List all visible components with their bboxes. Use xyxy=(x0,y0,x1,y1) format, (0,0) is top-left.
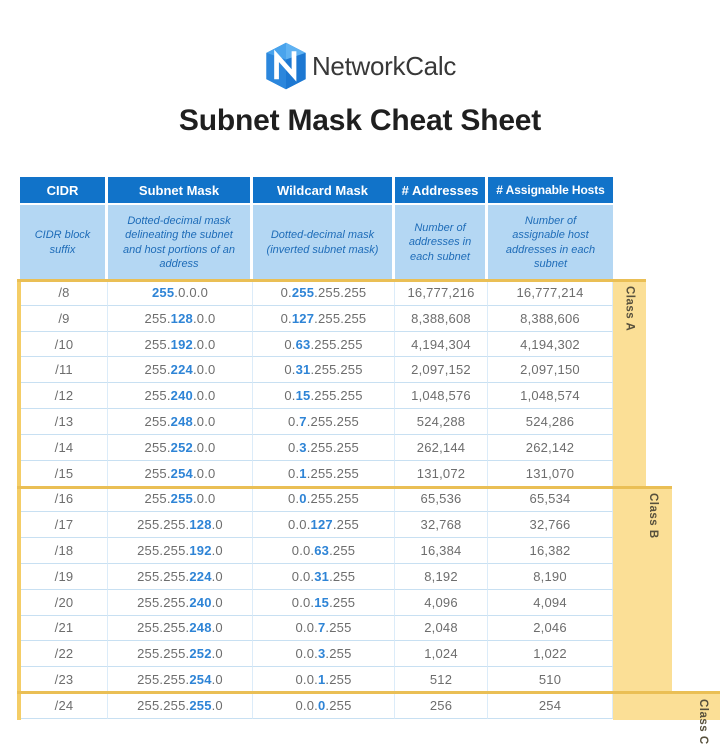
class-b-divider-line xyxy=(17,486,672,489)
wildcard-highlight-octet: 63 xyxy=(295,336,311,352)
assignable-hosts-cell: 4,094 xyxy=(488,590,613,616)
wildcard-octets: .255.255 xyxy=(306,465,359,481)
class-c-label: Class C xyxy=(697,699,709,745)
mask-highlight-octet: 255 xyxy=(170,491,193,507)
wildcard-octets: 0. xyxy=(288,413,300,429)
column-description-cidr: CIDR block suffix xyxy=(20,205,108,280)
mask-highlight-octet: 224 xyxy=(170,362,193,378)
mask-highlight-octet: 224 xyxy=(189,568,212,584)
assignable-hosts-cell: 262,142 xyxy=(488,435,613,461)
subnet-mask-cell xyxy=(108,616,253,642)
assignable-hosts-cell: 16,382 xyxy=(488,538,613,564)
cidr-cell: /20 xyxy=(20,590,108,616)
column-header-cidr: CIDR xyxy=(20,177,108,205)
addresses-cell: 2,048 xyxy=(395,616,488,642)
mask-octets: .0 xyxy=(211,620,223,636)
column-header-subnet-mask: Subnet Mask xyxy=(108,177,253,205)
wildcard-octets: .255 xyxy=(325,646,352,662)
mask-octets: .0 xyxy=(211,568,223,584)
subnet-mask-cell xyxy=(108,306,253,332)
addresses-cell: 512 xyxy=(395,667,488,693)
class-c-divider-line xyxy=(17,691,720,694)
mask-octets: 255.255. xyxy=(137,620,190,636)
mask-highlight-octet: 128 xyxy=(189,517,212,533)
wildcard-highlight-octet: 7 xyxy=(299,413,307,429)
class-a-label: Class A xyxy=(623,286,636,332)
wildcard-octets: .255 xyxy=(325,672,352,688)
cidr-cell: /18 xyxy=(20,538,108,564)
mask-highlight-octet: 128 xyxy=(170,310,193,326)
cidr-cell: /22 xyxy=(20,641,108,667)
wildcard-mask-cell xyxy=(253,332,395,358)
cidr-cell: /24 xyxy=(20,693,108,719)
mask-highlight-octet: 254 xyxy=(170,465,193,481)
wildcard-mask-cell xyxy=(253,383,395,409)
assignable-hosts-cell: 1,022 xyxy=(488,641,613,667)
wildcard-highlight-octet: 1 xyxy=(317,672,326,688)
column-header-wildcard-mask: Wildcard Mask xyxy=(253,177,395,205)
subnet-mask-cell xyxy=(108,512,253,538)
wildcard-highlight-octet: 3 xyxy=(299,439,307,455)
wildcard-mask-cell xyxy=(253,306,395,332)
wildcard-octets: 0. xyxy=(284,388,296,404)
addresses-cell: 1,024 xyxy=(395,641,488,667)
wildcard-octets: .255.255 xyxy=(310,362,363,378)
column-header-assignable-hosts: # Assignable Hosts xyxy=(488,177,613,205)
wildcard-mask-cell xyxy=(253,693,395,719)
wildcard-octets: .255.255 xyxy=(310,388,363,404)
class-bracket-left-rail xyxy=(17,279,21,720)
wildcard-highlight-octet: 7 xyxy=(317,620,326,636)
wildcard-octets: 0.0. xyxy=(295,620,318,636)
mask-octets: 255.255. xyxy=(137,697,190,713)
mask-highlight-octet: 255 xyxy=(151,284,175,300)
mask-octets: .0.0 xyxy=(192,336,216,352)
addresses-cell: 262,144 xyxy=(395,435,488,461)
mask-octets: .0.0 xyxy=(192,413,216,429)
mask-octets: .0 xyxy=(211,646,223,662)
class-c-band xyxy=(613,693,720,745)
wildcard-mask-cell xyxy=(253,616,395,642)
cidr-cell: /13 xyxy=(20,409,108,435)
class-b-label: Class B xyxy=(647,493,659,539)
wildcard-octets: 0.0. xyxy=(291,594,315,610)
column-description-assignable-hosts: Number of assignable host addresses in each subnet xyxy=(488,205,613,280)
mask-highlight-octet: 254 xyxy=(189,672,212,688)
cidr-cell: /12 xyxy=(20,383,108,409)
assignable-hosts-cell: 2,046 xyxy=(488,616,613,642)
mask-octets: .0.0.0 xyxy=(174,284,209,300)
wildcard-octets: 0. xyxy=(280,284,292,300)
mask-octets: .0 xyxy=(211,543,223,559)
mask-octets: 255. xyxy=(144,439,171,455)
class-a-divider-line xyxy=(17,279,646,282)
addresses-cell: 16,777,216 xyxy=(395,280,488,306)
wildcard-octets: 0. xyxy=(280,310,292,326)
cidr-cell: /17 xyxy=(20,512,108,538)
wildcard-octets: .255.255 xyxy=(314,310,367,326)
mask-octets: .0 xyxy=(211,594,223,610)
addresses-cell: 65,536 xyxy=(395,487,488,513)
assignable-hosts-cell: 16,777,214 xyxy=(488,280,613,306)
mask-octets: 255. xyxy=(144,465,171,481)
wildcard-highlight-octet: 15 xyxy=(314,594,330,610)
assignable-hosts-cell: 32,766 xyxy=(488,512,613,538)
mask-octets: .0.0 xyxy=(192,310,216,326)
subnet-mask-cell xyxy=(108,590,253,616)
assignable-hosts-cell: 510 xyxy=(488,667,613,693)
mask-highlight-octet: 248 xyxy=(189,620,212,636)
column-description-addresses: Number of addresses in each subnet xyxy=(395,205,488,280)
mask-octets: 255.255. xyxy=(137,568,190,584)
addresses-cell: 8,192 xyxy=(395,564,488,590)
addresses-cell: 8,388,608 xyxy=(395,306,488,332)
subnet-mask-cell xyxy=(108,641,253,667)
mask-highlight-octet: 255 xyxy=(189,697,212,713)
subnet-mask-cell xyxy=(108,461,253,487)
subnet-mask-cell xyxy=(108,383,253,409)
wildcard-octets: .255.255 xyxy=(314,284,367,300)
wildcard-highlight-octet: 3 xyxy=(317,646,326,662)
addresses-cell: 1,048,576 xyxy=(395,383,488,409)
mask-highlight-octet: 192 xyxy=(170,336,193,352)
wildcard-octets: .255 xyxy=(329,594,356,610)
wildcard-octets: .255 xyxy=(325,620,352,636)
subnet-mask-cell xyxy=(108,332,253,358)
wildcard-octets: 0.0. xyxy=(291,543,315,559)
cidr-cell: /19 xyxy=(20,564,108,590)
mask-octets: 255. xyxy=(144,362,171,378)
wildcard-octets: 0.0. xyxy=(295,646,318,662)
wildcard-mask-cell xyxy=(253,641,395,667)
mask-highlight-octet: 248 xyxy=(170,413,193,429)
wildcard-mask-cell xyxy=(253,461,395,487)
mask-octets: 255. xyxy=(144,336,171,352)
subnet-mask-cell xyxy=(108,357,253,383)
assignable-hosts-cell: 254 xyxy=(488,693,613,719)
subnet-mask-table xyxy=(20,177,613,719)
subnet-mask-cell xyxy=(108,280,253,306)
networkcalc-logo-icon xyxy=(264,42,308,90)
class-b-band xyxy=(613,487,672,693)
brand-name: NetworkCalc xyxy=(311,50,457,81)
column-description-wildcard-mask: Dotted-decimal mask (inverted subnet mask) xyxy=(253,205,395,280)
wildcard-mask-cell xyxy=(253,538,395,564)
mask-octets: 255.255. xyxy=(137,646,190,662)
mask-octets: .0.0 xyxy=(192,362,216,378)
wildcard-octets: 0.0. xyxy=(295,697,318,713)
wildcard-highlight-octet: 63 xyxy=(314,543,330,559)
mask-octets: 255.255. xyxy=(137,543,190,559)
wildcard-highlight-octet: 127 xyxy=(291,310,315,326)
mask-octets: .0 xyxy=(211,672,223,688)
wildcard-mask-cell xyxy=(253,512,395,538)
subnet-mask-cell xyxy=(108,667,253,693)
mask-octets: 255.255. xyxy=(137,517,190,533)
wildcard-highlight-octet: 31 xyxy=(314,568,330,584)
mask-highlight-octet: 252 xyxy=(189,646,212,662)
wildcard-octets: .255 xyxy=(329,543,356,559)
cidr-cell: /23 xyxy=(20,667,108,693)
addresses-cell: 2,097,152 xyxy=(395,357,488,383)
mask-octets: .0.0 xyxy=(192,439,216,455)
wildcard-octets: .255.255 xyxy=(310,336,363,352)
mask-highlight-octet: 240 xyxy=(189,594,212,610)
cidr-cell: /8 xyxy=(20,280,108,306)
cidr-cell: /15 xyxy=(20,461,108,487)
mask-octets: .0.0 xyxy=(192,491,216,507)
wildcard-octets: 0. xyxy=(284,362,296,378)
wildcard-octets: 0. xyxy=(288,439,300,455)
wildcard-highlight-octet: 0 xyxy=(317,697,326,713)
wildcard-octets: 0.0. xyxy=(291,568,315,584)
wildcard-octets: .255 xyxy=(325,697,352,713)
wildcard-mask-cell xyxy=(253,487,395,513)
subnet-mask-cell xyxy=(108,538,253,564)
assignable-hosts-cell: 1,048,574 xyxy=(488,383,613,409)
subnet-mask-cell xyxy=(108,487,253,513)
wildcard-octets: 0. xyxy=(288,465,300,481)
class-a-band xyxy=(613,280,646,487)
addresses-cell: 4,194,304 xyxy=(395,332,488,358)
assignable-hosts-cell: 2,097,150 xyxy=(488,357,613,383)
mask-octets: .0.0 xyxy=(192,465,216,481)
wildcard-mask-cell xyxy=(253,409,395,435)
addresses-cell: 32,768 xyxy=(395,512,488,538)
mask-octets: 255.255. xyxy=(137,594,190,610)
wildcard-highlight-octet: 15 xyxy=(295,388,311,404)
wildcard-octets: 0.0. xyxy=(295,672,318,688)
wildcard-octets: .255 xyxy=(332,517,359,533)
subnet-mask-cell xyxy=(108,564,253,590)
assignable-hosts-cell: 8,388,606 xyxy=(488,306,613,332)
wildcard-mask-cell xyxy=(253,357,395,383)
wildcard-mask-cell xyxy=(253,435,395,461)
addresses-cell: 16,384 xyxy=(395,538,488,564)
cidr-cell: /11 xyxy=(20,357,108,383)
cidr-cell: /10 xyxy=(20,332,108,358)
addresses-cell: 524,288 xyxy=(395,409,488,435)
mask-highlight-octet: 192 xyxy=(189,543,212,559)
wildcard-octets: 0. xyxy=(284,336,296,352)
assignable-hosts-cell: 8,190 xyxy=(488,564,613,590)
mask-highlight-octet: 240 xyxy=(170,388,193,404)
addresses-cell: 4,096 xyxy=(395,590,488,616)
assignable-hosts-cell: 131,070 xyxy=(488,461,613,487)
column-description-subnet-mask: Dotted-decimal mask delineating the subnet and host portions of an address xyxy=(108,205,253,280)
wildcard-octets: .255 xyxy=(329,568,356,584)
wildcard-octets: .255.255 xyxy=(306,491,359,507)
mask-octets: 255. xyxy=(144,388,171,404)
wildcard-mask-cell xyxy=(253,590,395,616)
addresses-cell: 256 xyxy=(395,693,488,719)
subnet-mask-cell xyxy=(108,693,253,719)
wildcard-octets: 0.0. xyxy=(288,517,311,533)
cidr-cell: /21 xyxy=(20,616,108,642)
subnet-mask-cell xyxy=(108,409,253,435)
wildcard-highlight-octet: 31 xyxy=(295,362,311,378)
assignable-hosts-cell: 524,286 xyxy=(488,409,613,435)
mask-octets: .0 xyxy=(211,697,223,713)
column-header-addresses: # Addresses xyxy=(395,177,488,205)
addresses-cell: 131,072 xyxy=(395,461,488,487)
mask-highlight-octet: 252 xyxy=(170,439,193,455)
assignable-hosts-cell: 4,194,302 xyxy=(488,332,613,358)
wildcard-highlight-octet: 1 xyxy=(299,465,307,481)
wildcard-mask-cell xyxy=(253,564,395,590)
wildcard-highlight-octet: 0 xyxy=(299,491,307,507)
cidr-cell: /14 xyxy=(20,435,108,461)
brand-logo xyxy=(0,40,720,92)
mask-octets: 255. xyxy=(144,413,171,429)
page-title: Subnet Mask Cheat Sheet xyxy=(178,104,542,137)
wildcard-highlight-octet: 255 xyxy=(291,284,315,300)
wildcard-highlight-octet: 127 xyxy=(310,517,333,533)
subnet-mask-cell xyxy=(108,435,253,461)
mask-octets: 255. xyxy=(144,310,171,326)
mask-octets: 255.255. xyxy=(137,672,190,688)
wildcard-octets: 0. xyxy=(288,491,300,507)
mask-octets: 255. xyxy=(144,491,171,507)
wildcard-octets: .255.255 xyxy=(306,439,359,455)
cidr-cell: /9 xyxy=(20,306,108,332)
wildcard-mask-cell xyxy=(253,667,395,693)
cidr-cell: /16 xyxy=(20,487,108,513)
assignable-hosts-cell: 65,534 xyxy=(488,487,613,513)
wildcard-octets: .255.255 xyxy=(306,413,359,429)
mask-octets: .0.0 xyxy=(192,388,216,404)
wildcard-mask-cell xyxy=(253,280,395,306)
mask-octets: .0 xyxy=(211,517,223,533)
